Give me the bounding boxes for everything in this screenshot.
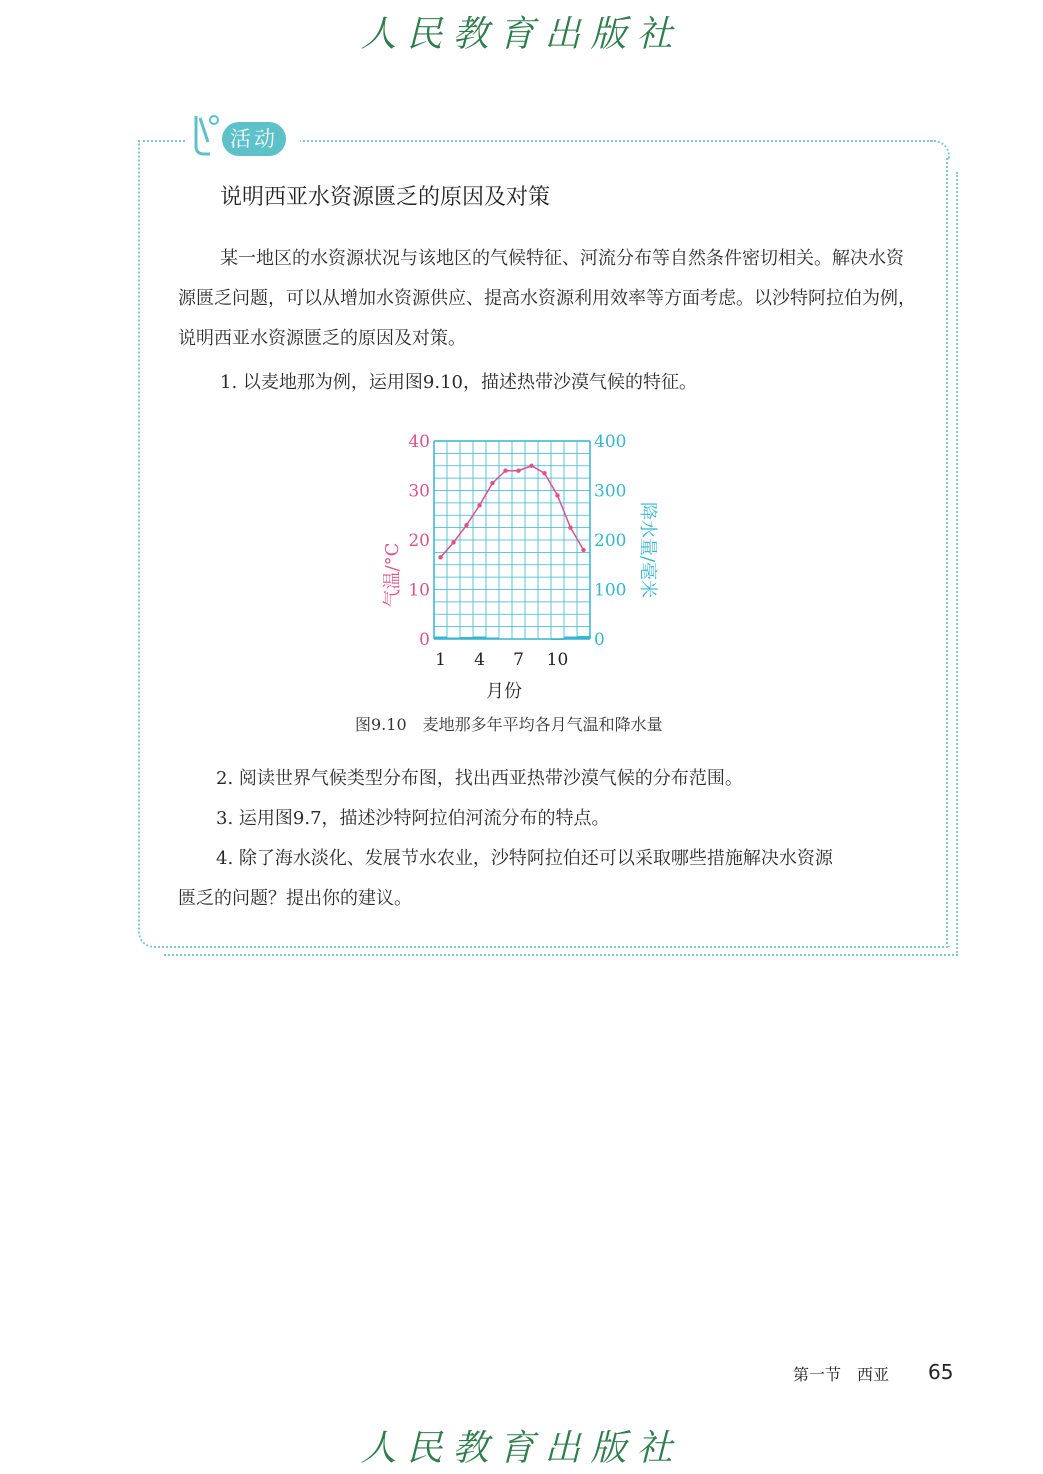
page-number: 65 — [928, 1360, 954, 1384]
precipitation-axis-label: 降水量/毫米 — [637, 501, 658, 599]
precipitation-tick-label: 200 — [594, 531, 627, 551]
temperature-point — [464, 523, 468, 527]
temperature-point — [581, 548, 585, 552]
temperature-point — [477, 503, 481, 507]
temperature-axis-ticks — [408, 432, 430, 650]
section-label: 第一节 西亚 — [793, 1365, 890, 1384]
activity-intro — [178, 239, 918, 359]
precipitation-tick-label: 400 — [594, 432, 627, 452]
question-4-line1: 4. 除了海水淡化、发展节水农业，沙特阿拉伯还可以采取哪些措施解决水资源 — [216, 848, 833, 869]
temperature-point — [438, 555, 442, 559]
climate-chart — [380, 425, 658, 715]
precipitation-bar — [447, 638, 460, 640]
precipitation-tick-label: 300 — [594, 481, 627, 502]
question-4-line2: 匮乏的问题？提出你的建议。 — [178, 888, 412, 909]
temperature-tick-label: 40 — [408, 432, 430, 452]
precipitation-tick-label: 100 — [594, 580, 627, 601]
figure-caption: 图9.10 麦地那多年平均各月气温和降水量 — [355, 715, 663, 734]
temperature-point — [542, 471, 546, 475]
temperature-point — [451, 540, 455, 544]
month-axis-ticks — [435, 650, 568, 670]
precipitation-tick-label: 0 — [594, 630, 605, 650]
activity-badge-label: 活动 — [222, 122, 286, 156]
temperature-point — [490, 481, 494, 485]
temperature-point — [516, 469, 520, 473]
publisher-watermark-top: 人民教育出版社 — [360, 14, 683, 55]
month-tick-label: 4 — [474, 650, 485, 670]
month-tick-label: 10 — [546, 650, 569, 670]
publisher-watermark-bottom: 人民教育出版社 — [360, 1428, 683, 1469]
temperature-tick-label: 10 — [408, 580, 430, 601]
activity-title: 说明西亚水资源匮乏的原因及对策 — [220, 185, 551, 210]
activity-box-shadow-right — [956, 172, 958, 956]
question-3: 3. 运用图9.7，描述沙特阿拉伯河流分布的特点。 — [216, 808, 610, 829]
temperature-axis-label: 气温/°C — [382, 542, 403, 608]
month-tick-label: 1 — [435, 650, 446, 670]
temperature-tick-label: 20 — [408, 531, 430, 551]
precipitation-bar — [473, 637, 486, 639]
precipitation-bar — [551, 639, 564, 641]
temperature-point — [555, 493, 559, 497]
temperature-point — [529, 464, 533, 468]
question-1: 1. 以麦地那为例，运用图9.10，描述热带沙漠气候的特征。 — [220, 372, 697, 393]
question-2: 2. 阅读世界气候类型分布图，找出西亚热带沙漠气候的分布范围。 — [216, 768, 743, 789]
precipitation-bar — [460, 637, 473, 639]
month-tick-label: 7 — [513, 650, 524, 670]
precipitation-bar — [434, 637, 447, 639]
activity-box-shadow-bottom — [164, 954, 958, 956]
precipitation-bar — [486, 638, 499, 640]
precipitation-bar — [577, 636, 590, 639]
temperature-point — [568, 525, 572, 529]
intro-paragraph: 某一地区的水资源状况与该地区的气候特征、河流分布等自然条件密切相关。解决水资源匮乏问题，可以从增加水资源供应、提高水资源利用效率等方面考虑。以沙特阿拉伯为例，说明西亚水资源匮乏的原因及对策。 — [178, 248, 916, 349]
temperature-point — [503, 469, 507, 473]
activity-badge — [186, 112, 300, 158]
temperature-tick-label: 0 — [419, 630, 430, 650]
month-axis-label: 月份 — [486, 681, 522, 702]
temperature-tick-label: 30 — [408, 481, 430, 502]
precipitation-bar — [564, 637, 577, 639]
precipitation-axis-ticks — [594, 432, 626, 650]
